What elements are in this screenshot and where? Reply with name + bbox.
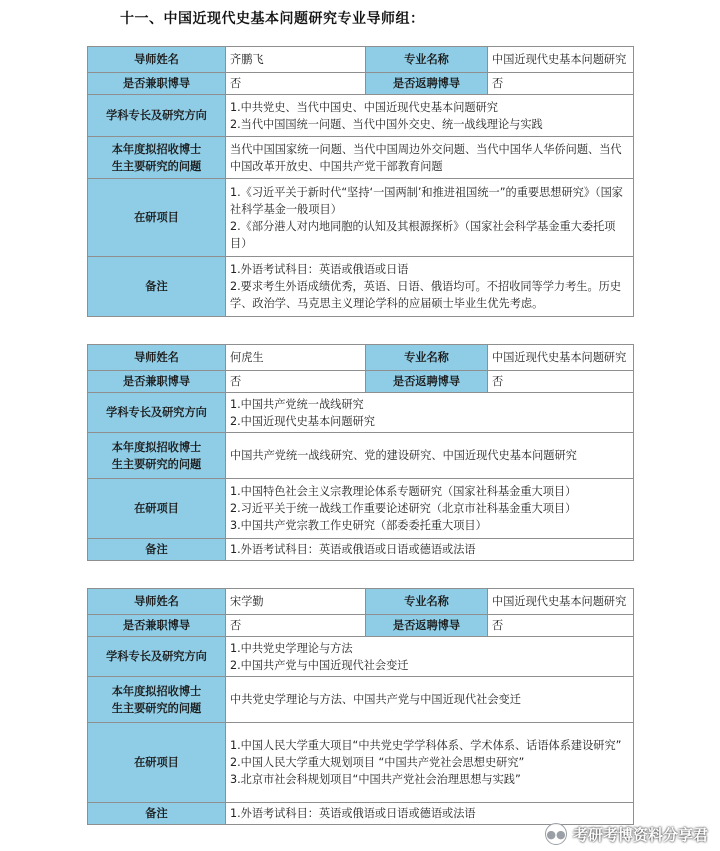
advisor-name-label: 导师姓名 [88,47,226,73]
advisor-name-value: 何虎生 [226,345,366,371]
advisor-table-2 [87,344,634,561]
specialty-line: 2.中国共产党与中国近现代社会变迁 [230,658,409,672]
wechat-icon: ●● [545,823,567,845]
rehired-label: 是否返聘博导 [366,615,488,637]
remarks-value [226,803,634,825]
specialty-value [226,637,634,677]
specialty-label: 学科专长及研究方向 [88,95,226,137]
projects-value [226,723,634,803]
projects-label: 在研项目 [88,723,226,803]
part-time-label: 是否兼职博导 [88,371,226,393]
rehired-value: 否 [488,615,634,637]
specialty-line: 2.当代中国国统一问题、当代中国外交史、统一战线理论与实践 [230,117,543,131]
project-item: 1.中国特色社会主义宗教理论体系专题研究（国家社科基金重大项目） [230,485,577,498]
specialty-value [226,393,634,433]
project-item: 2.习近平关于统一战线工作重要论述研究（北京市社科基金重大项目） [230,502,577,515]
issues-label: 本年度拟招收博士 生主要研究的问题 [88,433,226,479]
part-time-value: 否 [226,615,366,637]
issues-label: 本年度拟招收博士 生主要研究的问题 [88,677,226,723]
projects-label: 在研项目 [88,479,226,539]
project-item: 2.《部分港人对内地同胞的认知及其根源探析》（国家社会科学基金重大委托项目） [230,219,616,250]
major-name-value: 中国近现代史基本问题研究 [488,47,634,73]
remarks-label: 备注 [88,257,226,317]
remark-item: 1.外语考试科目：英语或俄语或日语 [230,263,409,276]
projects-value [226,479,634,539]
issues-value: 中共党史学理论与方法、中国共产党与中国近现代社会变迁 [226,677,634,723]
advisor-name-label: 导师姓名 [88,589,226,615]
specialty-line: 1.中共党史学理论与方法 [230,641,353,655]
advisor-table-1 [87,46,634,317]
major-name-label: 专业名称 [366,47,488,73]
remarks-label: 备注 [88,539,226,561]
rehired-value: 否 [488,73,634,95]
remarks-value [226,257,634,317]
specialty-line: 2.中国近现代史基本问题研究 [230,414,375,428]
project-item: 3.中国共产党宗教工作史研究（部委委托重大项目） [230,519,487,532]
page-title: 十一、中国近现代史基本问题研究专业导师组： [120,11,425,27]
rehired-label: 是否返聘博导 [366,73,488,95]
issues-label: 本年度拟招收博士 生主要研究的问题 [88,137,226,179]
project-item: 1.《习近平关于新时代“坚持‘一国两制’和推进祖国统一”的重要思想研究》（国家社科学基金一般项目） [230,185,623,216]
issues-value: 中国共产党统一战线研究、党的建设研究、中国近现代史基本问题研究 [226,433,634,479]
rehired-value: 否 [488,371,634,393]
watermark-text: 考研考博资料分享君 [572,825,708,844]
part-time-label: 是否兼职博导 [88,73,226,95]
specialty-value [226,95,634,137]
projects-value [226,179,634,257]
remark-item: 1.外语考试科目：英语或俄语或日语或德语或法语 [230,807,476,820]
specialty-label: 学科专长及研究方向 [88,637,226,677]
project-item: 1.中国人民大学重大项目“中共党史学学科体系、学术体系、话语体系建设研究” [230,739,622,752]
watermark [545,823,708,845]
part-time-label: 是否兼职博导 [88,615,226,637]
part-time-value: 否 [226,73,366,95]
advisor-table-3 [87,588,634,825]
advisor-name-label: 导师姓名 [88,345,226,371]
remark-item: 1.外语考试科目：英语或俄语或日语或德语或法语 [230,543,476,556]
part-time-value: 否 [226,371,366,393]
rehired-label: 是否返聘博导 [366,371,488,393]
specialty-line: 1.中共党史、当代中国史、中国近现代史基本问题研究 [230,100,498,114]
specialty-line: 1.中国共产党统一战线研究 [230,397,364,411]
specialty-label: 学科专长及研究方向 [88,393,226,433]
remarks-value [226,539,634,561]
major-name-label: 专业名称 [366,345,488,371]
remarks-label: 备注 [88,803,226,825]
major-name-label: 专业名称 [366,589,488,615]
project-item: 2.中国人民大学重大规划项目 “中国共产党社会思想史研究” [230,756,525,769]
advisor-name-value: 齐鹏飞 [226,47,366,73]
advisor-name-value: 宋学勤 [226,589,366,615]
remark-item: 2.要求考生外语成绩优秀，英语、日语、俄语均可。不招收同等学力考生。历史学、政治学、马克思主义理论学科的应届硕士毕业生优先考虑。 [230,280,622,310]
project-item: 3.北京市社会科规划项目“中国共产党社会治理思想与实践” [230,773,521,786]
major-name-value: 中国近现代史基本问题研究 [488,345,634,371]
issues-value: 当代中国国家统一问题、当代中国周边外交问题、当代中国华人华侨问题、当代中国改革开放史、中国共产党干部教育问题 [226,137,634,179]
projects-label: 在研项目 [88,179,226,257]
major-name-value: 中国近现代史基本问题研究 [488,589,634,615]
